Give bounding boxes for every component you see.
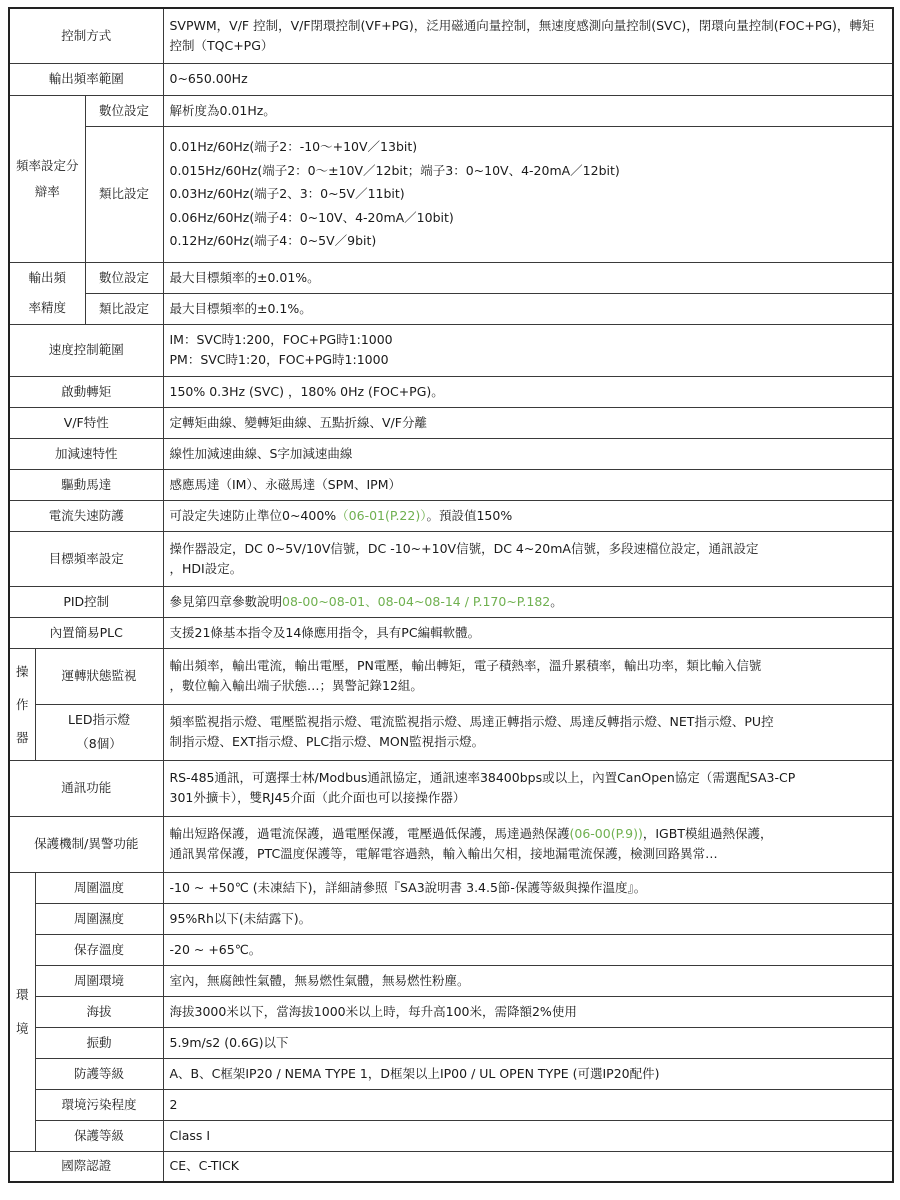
stall-prevention-value bbox=[163, 500, 893, 531]
control-method-label: 控制方式 bbox=[9, 8, 163, 63]
protection-value bbox=[163, 816, 893, 872]
pid-control-value bbox=[163, 586, 893, 617]
pid-control-end: 。 bbox=[550, 593, 563, 609]
spec-row-communication bbox=[9, 760, 893, 816]
output-freq-range-value: 0~650.00Hz bbox=[163, 63, 893, 95]
stall-prevention-default: 。預設值150% bbox=[426, 507, 513, 523]
spec-row-env-item bbox=[9, 965, 893, 996]
protection-label: 保護機制/異警功能 bbox=[9, 816, 163, 872]
spec-row-freq-resolution-analog bbox=[9, 126, 893, 262]
spec-row-speed-control-range bbox=[9, 324, 893, 376]
spec-row-target-freq bbox=[9, 531, 893, 586]
spec-row-accel-decel bbox=[9, 438, 893, 469]
communication-label: 通訊功能 bbox=[9, 760, 163, 816]
vf-characteristics-label: V/F特性 bbox=[9, 407, 163, 438]
spec-row-certification bbox=[9, 1151, 893, 1182]
led-indicators-label bbox=[35, 704, 163, 760]
operator-label-char: 器 bbox=[15, 729, 29, 745]
env-item-label: 振動 bbox=[35, 1027, 163, 1058]
speed-range-pm: PM：SVC時1:20，FOC+PG時1:1000 bbox=[169, 352, 389, 367]
freq-resolution-analog-label: 類比設定 bbox=[85, 126, 163, 262]
env-item-value: 95%Rh以下(未結露下)。 bbox=[163, 903, 893, 934]
spec-row-env-item bbox=[9, 1089, 893, 1120]
env-item-label: 保存溫度 bbox=[35, 934, 163, 965]
speed-control-range-value bbox=[163, 324, 893, 376]
stall-prevention-label: 電流失速防護 bbox=[9, 500, 163, 531]
led-indicators-line2: 制指示燈、EXT指示燈、PLC指示燈、MON監視指示燈。 bbox=[169, 734, 485, 749]
env-item-value: 2 bbox=[163, 1089, 893, 1120]
analog-resolution-line: 0.03Hz/60Hz(端子2、3：0~5V／11bit) bbox=[169, 186, 405, 202]
protection-line1 bbox=[170, 824, 887, 844]
status-monitor-line1: 輸出頻率，輸出電流，輸出電壓，PN電壓，輸出轉矩，電子積熱率，溫升累積率，輸出功率，類比輸入信號 bbox=[169, 658, 762, 673]
builtin-plc-label: 內置簡易PLC bbox=[9, 617, 163, 648]
env-item-value: A、B、C框架IP20 / NEMA TYPE 1，D框架以上IP00 / UL OPEN TYPE (可選IP20配件) bbox=[163, 1058, 893, 1089]
target-freq-line1: 操作器設定，DC 0~5V/10V信號，DC -10~+10V信號，DC 4~20mA信號，多段速檔位設定，通訊設定 bbox=[169, 540, 759, 556]
spec-row-protection bbox=[9, 816, 893, 872]
speed-control-range-label: 速度控制範圍 bbox=[9, 324, 163, 376]
env-item-value: Class I bbox=[163, 1120, 893, 1151]
status-monitor-label: 運轉狀態監視 bbox=[35, 648, 163, 704]
spec-row-vf-characteristics bbox=[9, 407, 893, 438]
freq-resolution-label: 頻率設定分辯率 bbox=[9, 95, 85, 262]
target-freq-line2: ，HDI設定。 bbox=[169, 560, 243, 576]
spec-row-builtin-plc bbox=[9, 617, 893, 648]
spec-row-env-item bbox=[9, 934, 893, 965]
spec-row-env-item bbox=[9, 1058, 893, 1089]
certification-label: 國際認證 bbox=[9, 1151, 163, 1182]
environment-label-char: 環 bbox=[15, 986, 29, 1002]
spec-row-env-item bbox=[9, 903, 893, 934]
freq-resolution-digital-value: 解析度為0.01Hz。 bbox=[163, 95, 893, 126]
protection-line1-text: 輸出短路保護，過電流保護，過電壓保護，電壓過低保護，馬達過熱保護 bbox=[169, 826, 570, 841]
communication-line1: RS-485通訊，可選擇士林/Modbus通訊協定，通訊速率38400bps或以上，內置CanOpen協定（需選配SA3-CP bbox=[169, 770, 796, 785]
status-monitor-line2: ，數位輸入輸出端子狀態…；異警記錄12組。 bbox=[169, 678, 423, 693]
spec-row-stall-prevention bbox=[9, 500, 893, 531]
accuracy-analog-label: 類比設定 bbox=[85, 293, 163, 324]
env-item-value: 室內，無腐蝕性氣體，無易燃性氣體，無易燃性粉塵。 bbox=[163, 965, 893, 996]
vf-characteristics-value: 定轉矩曲線、變轉矩曲線、五點折線、V/F分離 bbox=[163, 407, 893, 438]
env-item-value: 5.9m/s2 (0.6G)以下 bbox=[163, 1027, 893, 1058]
operator-group-label bbox=[9, 648, 35, 760]
stall-prevention-text: 可設定失速防止準位0~400% bbox=[169, 507, 337, 523]
env-item-label: 周圍環境 bbox=[35, 965, 163, 996]
analog-resolution-line: 0.06Hz/60Hz(端子4：0~10V、4-20mA／10bit) bbox=[169, 209, 454, 225]
led-label-line2: （8個） bbox=[76, 736, 122, 751]
env-item-value: 海拔3000米以下，當海拔1000米以上時，每升高100米，需降額2%使用 bbox=[163, 996, 893, 1027]
output-freq-accuracy-label bbox=[9, 262, 85, 324]
protection-line2: 通訊異常保護，PTC溫度保護等，電解電容過熱，輸入輸出欠相，接地漏電流保護，檢測回路異常… bbox=[169, 846, 718, 861]
operator-label-char: 操 bbox=[15, 663, 29, 679]
env-item-label: 周圍濕度 bbox=[35, 903, 163, 934]
starting-torque-label: 啟動轉矩 bbox=[9, 376, 163, 407]
spec-table bbox=[8, 7, 894, 1183]
operator-label-char: 作 bbox=[15, 696, 29, 712]
accuracy-analog-value: 最大目標頻率的±0.1%。 bbox=[163, 293, 893, 324]
spec-row-status-monitor bbox=[9, 648, 893, 704]
led-indicators-line1: 頻率監視指示燈、電壓監視指示燈、電流監視指示燈、馬達正轉指示燈、馬達反轉指示燈、NET指示燈、PU控 bbox=[169, 714, 774, 729]
target-freq-label: 目標頻率設定 bbox=[9, 531, 163, 586]
env-item-label: 防護等級 bbox=[35, 1058, 163, 1089]
analog-resolution-line: 0.01Hz/60Hz(端子2：-10～+10V／13bit) bbox=[169, 139, 418, 155]
spec-row-output-freq-range bbox=[9, 63, 893, 95]
led-label-line1: LED指示燈 bbox=[68, 712, 130, 727]
spec-row-led-indicators bbox=[9, 704, 893, 760]
output-freq-range-label: 輸出頻率範圍 bbox=[9, 63, 163, 95]
environment-group-label bbox=[9, 872, 35, 1151]
pid-control-label: PID控制 bbox=[9, 586, 163, 617]
spec-row-freq-resolution-digital bbox=[9, 95, 893, 126]
spec-row-env-item bbox=[9, 1120, 893, 1151]
protection-line1-tail: ，IGBT模組過熱保護， bbox=[642, 826, 773, 841]
starting-torque-value: 150% 0.3Hz (SVC) ，180% 0Hz (FOC+PG)。 bbox=[163, 376, 893, 407]
accuracy-digital-value: 最大目標頻率的±0.01%。 bbox=[163, 262, 893, 293]
communication-line2: 301外擴卡），雙RJ45介面（此介面也可以接操作器） bbox=[169, 790, 466, 805]
env-item-label: 保護等級 bbox=[35, 1120, 163, 1151]
spec-row-starting-torque bbox=[9, 376, 893, 407]
accel-decel-label: 加減速特性 bbox=[9, 438, 163, 469]
environment-label-char: 境 bbox=[15, 1020, 29, 1036]
speed-range-im: IM：SVC時1:200，FOC+PG時1:1000 bbox=[169, 332, 393, 347]
accuracy-label-line1: 輸出頻 bbox=[28, 270, 66, 285]
led-indicators-value bbox=[163, 704, 893, 760]
drive-motor-value: 感應馬達（IM）、永磁馬達（SPM、IPM） bbox=[163, 469, 893, 500]
spec-row-env-item bbox=[9, 1027, 893, 1058]
env-item-label: 海拔 bbox=[35, 996, 163, 1027]
spec-row-accuracy-digital bbox=[9, 262, 893, 293]
accuracy-digital-label: 數位設定 bbox=[85, 262, 163, 293]
analog-resolution-line: 0.12Hz/60Hz(端子4：0~5V／9bit) bbox=[169, 233, 377, 249]
stall-prevention-param-ref: （06-01(P.22)） bbox=[336, 507, 427, 523]
builtin-plc-value: 支援21條基本指令及14條應用指令，具有PC編輯軟體。 bbox=[163, 617, 893, 648]
pid-control-param-ref: 08-00~08-01、08-04~08-14 / P.170~P.182 bbox=[282, 593, 551, 609]
env-item-label: 周圍溫度 bbox=[35, 872, 163, 903]
communication-value bbox=[163, 760, 893, 816]
accuracy-label-line2: 率精度 bbox=[28, 300, 66, 315]
analog-resolution-line: 0.015Hz/60Hz(端子2：0～±10V／12bit；端子3：0~10V、4-20mA／12bit) bbox=[169, 162, 620, 178]
spec-row-pid-control bbox=[9, 586, 893, 617]
certification-value: CE、C-TICK bbox=[163, 1151, 893, 1182]
target-freq-value bbox=[163, 531, 893, 586]
accel-decel-value: 線性加減速曲線、S字加減速曲線 bbox=[163, 438, 893, 469]
spec-row-env-item bbox=[9, 996, 893, 1027]
drive-motor-label: 驅動馬達 bbox=[9, 469, 163, 500]
spec-row-accuracy-analog bbox=[9, 293, 893, 324]
freq-resolution-analog-value bbox=[163, 126, 893, 262]
protection-param-ref: (06-00(P.9)) bbox=[569, 826, 643, 841]
env-item-value: -10 ~ +50℃ (未凍結下)，詳細請參照『SA3說明書 3.4.5節-保護等級與操作溫度』。 bbox=[163, 872, 893, 903]
pid-control-text: 參見第四章參數說明 bbox=[169, 593, 283, 609]
env-item-label: 環境污染程度 bbox=[35, 1089, 163, 1120]
spec-row-drive-motor bbox=[9, 469, 893, 500]
control-method-value: SVPWM，V/F 控制，V/F閉環控制(VF+PG)，泛用磁通向量控制，無速度感測向量控制(SVC)，閉環向量控制(FOC+PG)，轉矩控制（TQC+PG） bbox=[163, 8, 893, 63]
freq-resolution-digital-label: 數位設定 bbox=[85, 95, 163, 126]
spec-row-control-method bbox=[9, 8, 893, 63]
status-monitor-value bbox=[163, 648, 893, 704]
spec-row-env-item bbox=[9, 872, 893, 903]
env-item-value: -20 ~ +65℃。 bbox=[163, 934, 893, 965]
